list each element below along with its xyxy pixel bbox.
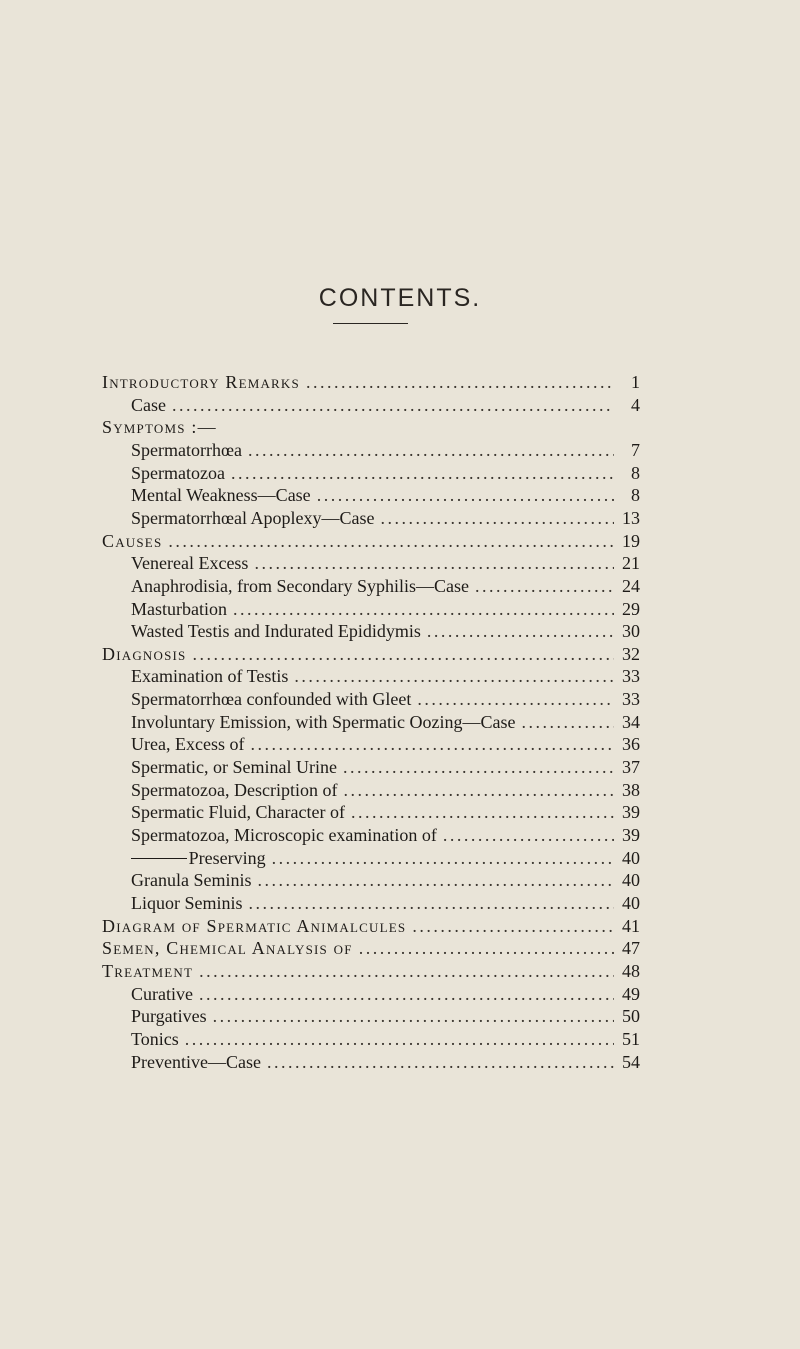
toc-entry-label: Spermatic Fluid, Character of bbox=[131, 802, 345, 823]
dot-leader bbox=[475, 575, 614, 597]
toc-entry-label: Venereal Excess bbox=[131, 553, 249, 574]
toc-entry-label: Liquor Seminis bbox=[131, 892, 243, 913]
toc-entry-label: Spermatorrhœal Apoplexy—Case bbox=[131, 507, 375, 528]
toc-entry-label: Purgatives bbox=[131, 1006, 207, 1027]
dot-leader bbox=[250, 733, 614, 755]
toc-entry-label: Causes bbox=[102, 530, 163, 551]
dot-leader bbox=[380, 507, 614, 529]
toc-entry-label: Urea, Excess of bbox=[131, 734, 245, 755]
toc-page-number: 50 bbox=[622, 1006, 640, 1027]
toc-entry-label: Involuntary Emission, with Spermatic Oozing—Case bbox=[131, 711, 516, 732]
toc-entry-label: Tonics bbox=[131, 1028, 179, 1049]
ditto-dash bbox=[131, 858, 187, 859]
dot-leader bbox=[351, 801, 614, 823]
toc-entry bbox=[131, 892, 640, 914]
toc-page-number: 51 bbox=[622, 1028, 640, 1049]
toc-entry bbox=[131, 620, 640, 642]
toc-entry-label: Preserving bbox=[188, 847, 266, 868]
toc-entry bbox=[131, 801, 640, 823]
toc-entry bbox=[131, 779, 640, 801]
dot-leader bbox=[306, 371, 614, 393]
toc-entry-label: Diagnosis bbox=[102, 643, 187, 664]
toc-page-number: 49 bbox=[622, 983, 640, 1004]
dot-leader bbox=[254, 552, 614, 574]
toc-entry bbox=[102, 416, 640, 438]
toc-entry bbox=[131, 484, 640, 506]
toc-entry-label: Granula Seminis bbox=[131, 870, 252, 891]
toc-entry bbox=[131, 733, 640, 755]
toc-entry bbox=[131, 688, 640, 710]
dot-leader bbox=[443, 824, 614, 846]
toc-page-number: 24 bbox=[622, 575, 640, 596]
dot-leader bbox=[192, 643, 614, 665]
toc-page-number: 21 bbox=[622, 553, 640, 574]
toc-entry bbox=[131, 756, 640, 778]
dot-leader bbox=[249, 892, 615, 914]
toc-entry bbox=[131, 439, 640, 461]
toc-page-number: 39 bbox=[622, 802, 640, 823]
dot-leader bbox=[199, 960, 614, 982]
toc-page-number: 40 bbox=[622, 870, 640, 891]
toc-page-number: 8 bbox=[631, 462, 640, 483]
toc-entry-label: Treatment bbox=[102, 960, 194, 981]
toc-entry bbox=[131, 575, 640, 597]
toc-page-number: 33 bbox=[622, 666, 640, 687]
toc-entry bbox=[131, 1005, 640, 1027]
toc-page-number: 34 bbox=[622, 711, 640, 732]
toc-page-number: 54 bbox=[622, 1051, 640, 1072]
toc-entry bbox=[102, 643, 640, 665]
toc-page-number: 8 bbox=[631, 485, 640, 506]
toc-entry-label: Curative bbox=[131, 983, 193, 1004]
toc-entry bbox=[102, 530, 640, 552]
dot-leader bbox=[427, 620, 614, 642]
dot-leader bbox=[272, 847, 614, 869]
toc-page-number: 39 bbox=[622, 825, 640, 845]
toc-entry-label: Spermatozoa, Microscopic examination of bbox=[131, 825, 437, 845]
dot-leader bbox=[199, 983, 614, 1005]
toc-entry bbox=[131, 869, 640, 891]
toc-page-number: 4 bbox=[631, 394, 640, 415]
toc-page-number: 36 bbox=[622, 734, 640, 755]
toc-page-number: 40 bbox=[622, 892, 640, 913]
toc-entry-label: Semen, Chemical Analysis of bbox=[102, 938, 353, 959]
toc-entry-label: Anaphrodisia, from Secondary Syphilis—Case bbox=[131, 575, 469, 596]
toc-entry bbox=[131, 1051, 640, 1073]
toc-entry-label: Diagram of Spermatic Animalcules bbox=[102, 915, 407, 936]
toc-entry-label: Mental Weakness—Case bbox=[131, 485, 311, 506]
toc-entry-label: Spermatozoa, Description of bbox=[131, 779, 338, 800]
toc-entry bbox=[131, 552, 640, 574]
toc-page-number: 38 bbox=[622, 779, 640, 800]
dot-leader bbox=[185, 1028, 614, 1050]
toc-entry bbox=[131, 598, 640, 620]
toc-entry bbox=[131, 394, 640, 416]
page-title: CONTENTS. bbox=[318, 284, 482, 312]
dot-leader bbox=[267, 1051, 614, 1073]
toc-entry-label: Case bbox=[131, 394, 166, 415]
toc-entry bbox=[131, 507, 640, 529]
toc-entry-label: Symptoms :— bbox=[102, 417, 217, 438]
toc-entry-label: Wasted Testis and Indurated Epididymis bbox=[131, 621, 421, 642]
toc-entry bbox=[102, 960, 640, 982]
toc-entry bbox=[131, 462, 640, 484]
toc-page-number: 19 bbox=[622, 530, 640, 551]
toc-page-number: 41 bbox=[622, 915, 640, 936]
toc-page-number: 33 bbox=[622, 689, 640, 710]
dot-leader bbox=[257, 869, 614, 891]
dot-leader bbox=[168, 530, 614, 552]
dot-leader bbox=[317, 484, 614, 506]
toc-page-number: 29 bbox=[622, 598, 640, 619]
dot-leader bbox=[294, 665, 614, 687]
toc-entry-label: Examination of Testis bbox=[131, 666, 289, 687]
toc-entry bbox=[102, 937, 640, 959]
toc-entry-label: Spermatic, or Seminal Urine bbox=[131, 757, 337, 778]
toc-entry bbox=[131, 847, 640, 869]
toc-page-number: 1 bbox=[631, 372, 640, 392]
toc-entry bbox=[131, 983, 640, 1005]
toc-page-number: 47 bbox=[622, 938, 640, 959]
toc-entry bbox=[131, 665, 640, 687]
toc-entry bbox=[131, 711, 640, 733]
toc-entry-label: Spermatorrhœa confounded with Gleet bbox=[131, 689, 412, 710]
toc-page-number: 30 bbox=[622, 621, 640, 642]
dot-leader bbox=[343, 779, 614, 801]
dot-leader bbox=[412, 915, 614, 937]
toc-entry-label: Masturbation bbox=[131, 598, 227, 619]
dot-leader bbox=[359, 937, 614, 959]
toc-entry bbox=[131, 1028, 640, 1050]
dot-leader bbox=[233, 598, 614, 620]
dot-leader bbox=[172, 394, 614, 416]
toc-entry bbox=[102, 371, 640, 393]
toc-entry bbox=[102, 915, 640, 937]
toc-entry-label: Spermatorrhœa bbox=[131, 439, 242, 460]
toc-page-number: 40 bbox=[622, 847, 640, 868]
dot-leader bbox=[417, 688, 614, 710]
toc-page-number: 7 bbox=[631, 439, 640, 460]
dot-leader bbox=[343, 756, 614, 778]
toc-page-number: 48 bbox=[622, 960, 640, 981]
dot-leader bbox=[248, 439, 614, 461]
dot-leader bbox=[521, 711, 614, 733]
toc-page-number: 13 bbox=[622, 507, 640, 528]
toc-page-number: 37 bbox=[622, 757, 640, 778]
toc-entry bbox=[131, 824, 640, 846]
toc-entry-label: Spermatozoa bbox=[131, 462, 225, 483]
toc-entry-label: Preventive—Case bbox=[131, 1051, 261, 1072]
toc-page-number: 32 bbox=[622, 643, 640, 664]
dot-leader bbox=[231, 462, 614, 484]
dot-leader bbox=[213, 1005, 614, 1027]
toc-entry-label: Introductory Remarks bbox=[102, 372, 300, 392]
